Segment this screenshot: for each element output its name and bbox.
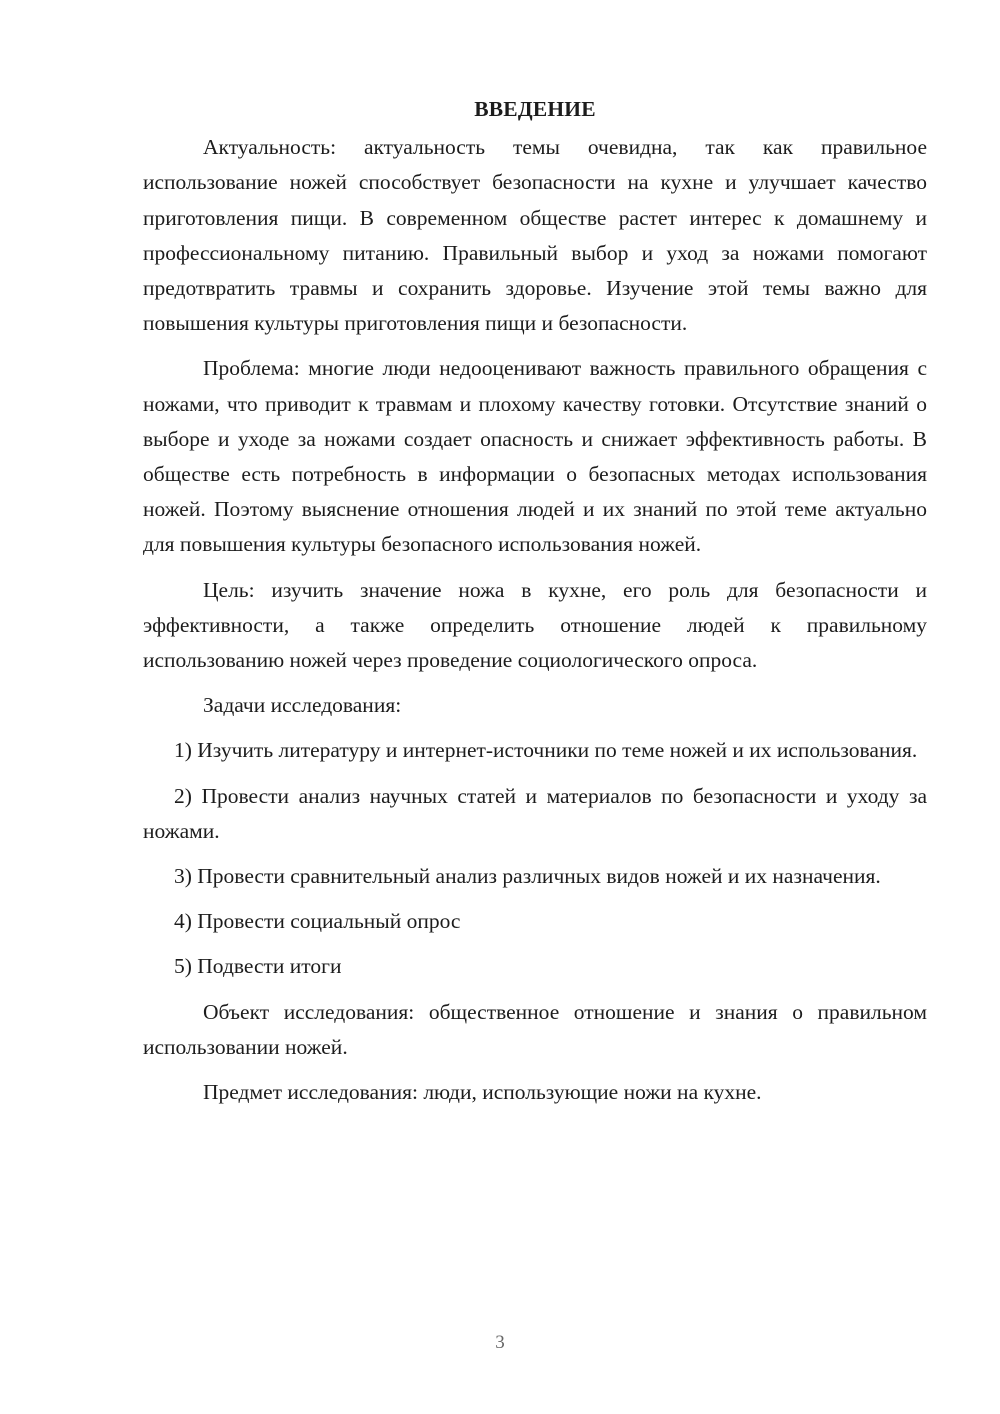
subject-paragraph: Предмет исследования: люди, использующие ножи на кухне. — [203, 1080, 762, 1105]
relevance-paragraph: Актуальность: актуальность темы очевидна, так как правильное использование ножей способствует безопасности на кухне и улучшает качество приготовления пищи. В современном обществе растет интерес к домашнему и профессиональному питанию. Правильный выбор и уход за ножами помогают предотвратить травмы и сохранить здоровье. Изучение этой темы важно для повышения культуры приготовления пищи и безопасности. — [143, 135, 927, 336]
object-paragraph: Объект исследования: общественное отношение и знания о правильном использовании ножей. — [143, 999, 927, 1059]
section-title: ВВЕДЕНИЕ — [474, 97, 596, 121]
problem-paragraph: Проблема: многие люди недооценивают важность правильного обращения с ножами, что приводит к травмам и плохому качеству готовки. Отсутствие знаний о выборе и уходе за ножами создает опасность и снижает эффективность работы. В обществе есть потребность в информации о безопасных методах использования ножей. Поэтому выяснение отношения людей и их знаний по этой теме актуально для повышения культуры безопасного использования ножей. — [143, 356, 927, 557]
task-item-2: 2) Провести анализ научных статей и материалов по безопасности и уходу за ножами. — [143, 783, 927, 843]
task-item-4: 4) Провести социальный опрос — [174, 909, 461, 934]
tasks-heading: Задачи исследования: — [203, 693, 402, 718]
page-content — [143, 92, 927, 1120]
page-number: 3 — [495, 1332, 505, 1353]
task-item-3: 3) Провести сравнительный анализ различных видов ножей и их назначения. — [174, 864, 881, 889]
task-item-5: 5) Подвести итоги — [174, 954, 342, 979]
task-item-1: 1) Изучить литературу и интернет-источники по теме ножей и их использования. — [174, 738, 918, 763]
goal-paragraph: Цель: изучить значение ножа в кухне, его роль для безопасности и эффективности, а также определить отношение людей к правильному использованию ножей через проведение социологического опроса. — [143, 577, 927, 673]
